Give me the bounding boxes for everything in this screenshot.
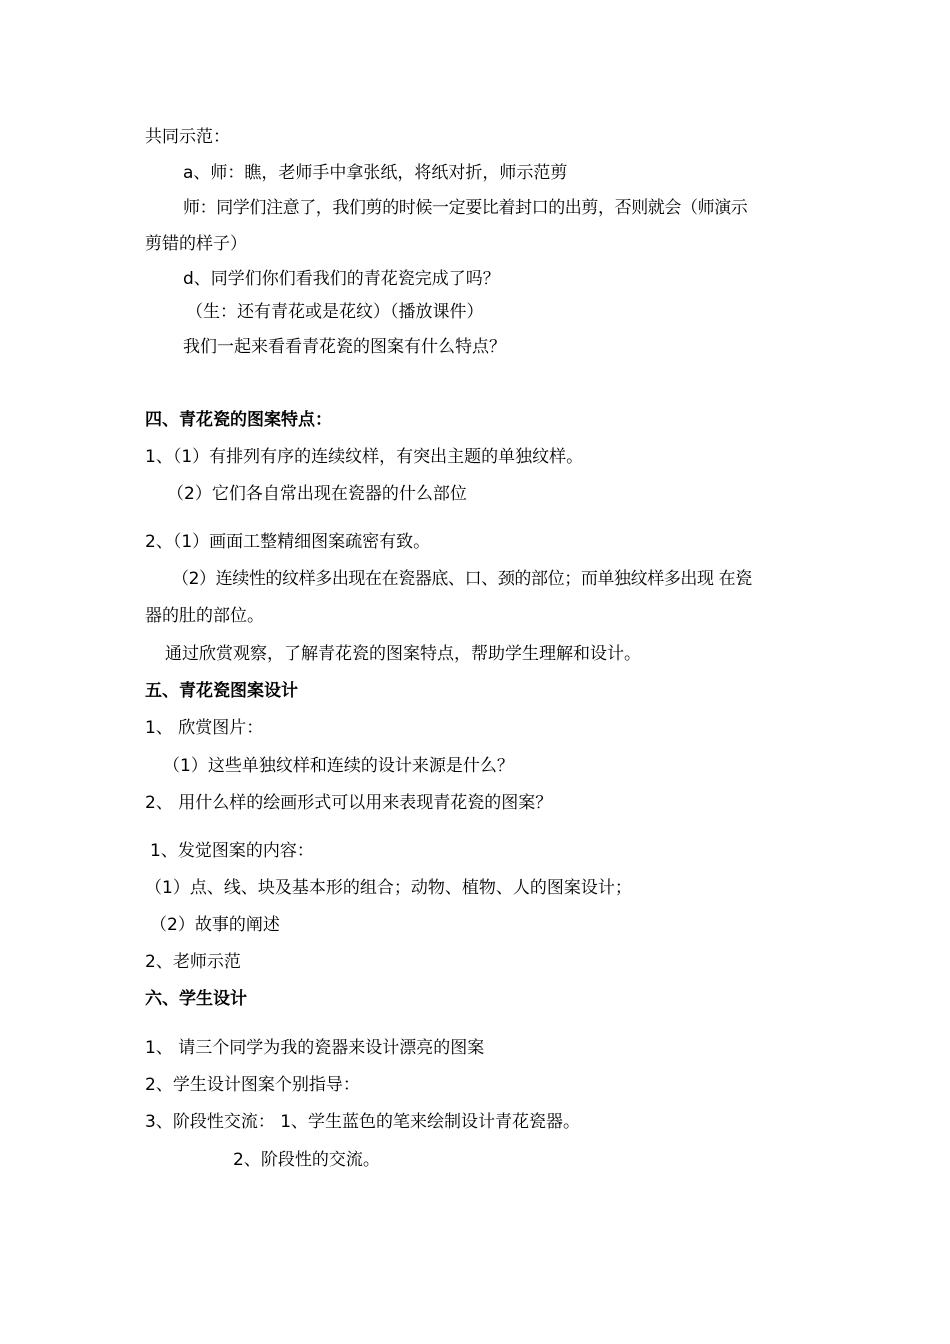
text-line: 剪错的样子）: [145, 234, 247, 254]
text-line: （2）连续性的纹样多出现在在瓷器底、口、颈的部位；而单独纹样多出现 在瓷: [172, 569, 752, 589]
text-line: 1、 欣赏图片：: [145, 718, 264, 738]
text-line: （2）故事的阐述: [150, 915, 280, 935]
text-line: 2、（1）画面工整精细图案疏密有致。: [145, 532, 431, 552]
text-line: 通过欣赏观察，了解青花瓷的图案特点，帮助学生理解和设计。: [165, 644, 641, 664]
text-line: （2）它们各自常出现在瓷器的什么部位: [167, 484, 467, 504]
text-line: 师：同学们注意了，我们剪的时候一定要比着封口的出剪，否则就会（师演示: [183, 198, 748, 218]
section-heading: 五、青花瓷图案设计: [145, 681, 298, 701]
text-line: 1、（1）有排列有序的连续纹样，有突出主题的单独纹样。: [145, 447, 584, 467]
section-heading: 四、青花瓷的图案特点：: [145, 410, 332, 430]
text-line: 我们一起来看看青花瓷的图案有什么特点？: [183, 337, 506, 357]
text-line: 2、老师示范: [145, 952, 241, 972]
text-line: 共同示范：: [145, 127, 230, 147]
text-line: a、师：瞧，老师手中拿张纸，将纸对折，师示范剪: [183, 163, 568, 183]
text-line: 器的肚的部位。: [145, 606, 264, 626]
text-line: d、同学们你们看我们的青花瓷完成了吗？: [183, 269, 500, 289]
text-line: （1）点、线、块及基本形的组合；动物、植物、人的图案设计；: [145, 878, 632, 898]
section-heading: 六、学生设计: [145, 989, 247, 1009]
text-line: （1）这些单独纹样和连续的设计来源是什么？: [163, 756, 514, 776]
text-line: 1、 请三个同学为我的瓷器来设计漂亮的图案: [145, 1038, 485, 1058]
text-line: 1、发觉图案的内容：: [150, 841, 314, 861]
text-line: 2、 用什么样的绘画形式可以用来表现青花瓷的图案？: [145, 793, 553, 813]
text-line: 2、学生设计图案个别指导：: [145, 1075, 360, 1095]
text-line: 3、阶段性交流： 1、学生蓝色的笔来绘制设计青花瓷器。: [145, 1112, 581, 1132]
text-line: （生：还有青花或是花纹）（播放课件）: [186, 302, 484, 322]
text-line: 2、阶段性的交流。: [233, 1150, 380, 1170]
